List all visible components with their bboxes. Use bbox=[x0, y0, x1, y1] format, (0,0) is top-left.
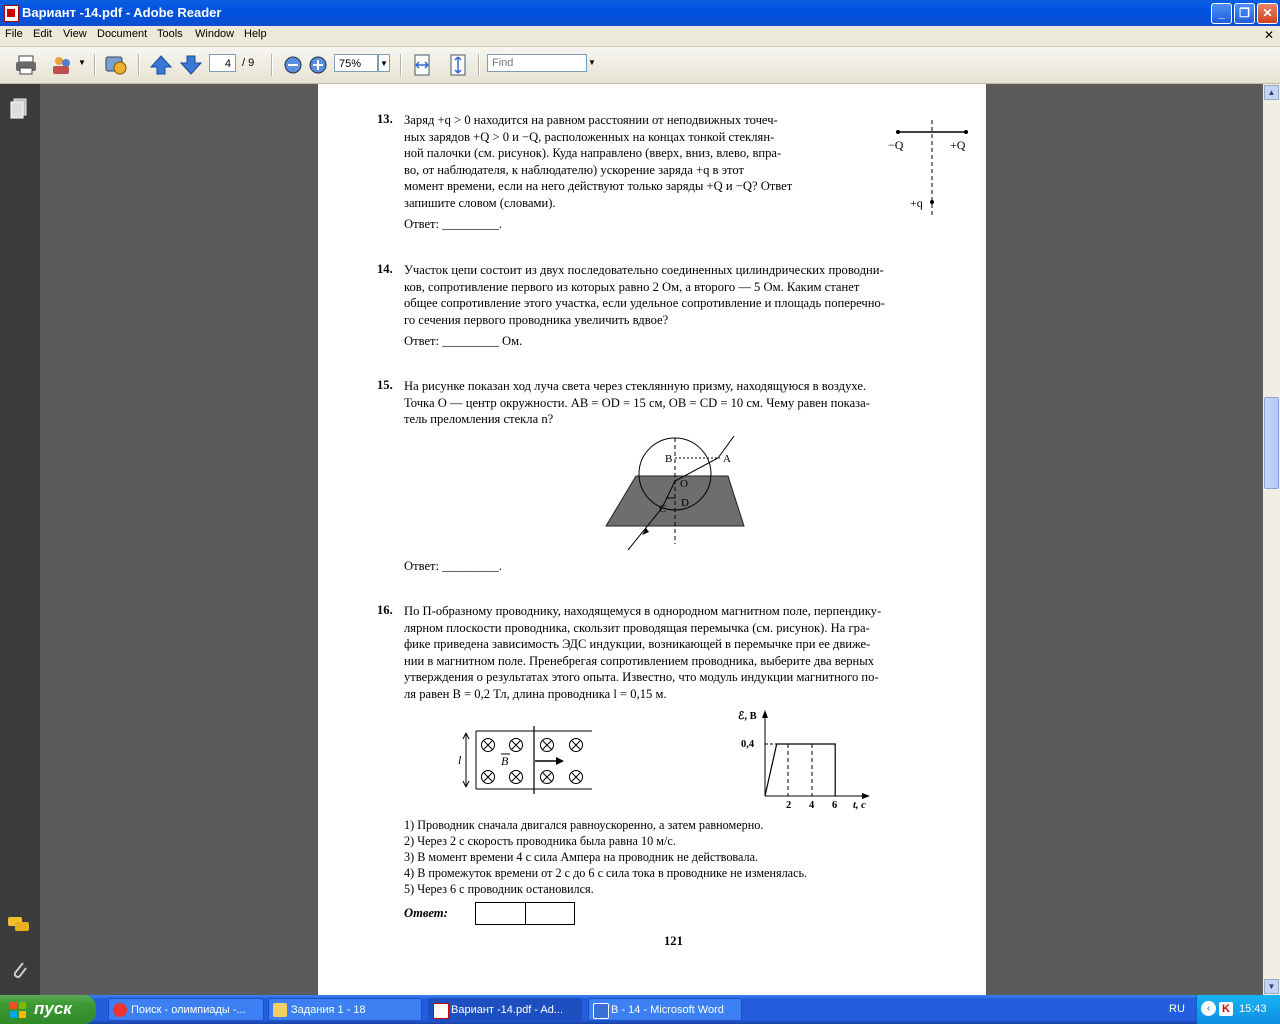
field-cross-mark bbox=[543, 773, 552, 782]
question-16-number: 16. bbox=[377, 603, 393, 617]
taskbar-item-folder[interactable] bbox=[268, 998, 422, 1021]
clock: 15:43 bbox=[1239, 1003, 1267, 1015]
pdf-icon bbox=[433, 1003, 449, 1019]
option-3: 3) В момент времени 4 с сила Ампера на проводник не действовала. bbox=[404, 850, 759, 864]
text-line: По П-образному проводнику, находящемуся в однородном магнитном поле, перпендику- bbox=[404, 604, 882, 618]
pdf-page bbox=[318, 84, 986, 995]
task-label: Задания 1 - 18 bbox=[291, 1004, 366, 1016]
text-line: момент времени, если на него действуют только заряды +Q и −Q? Ответ bbox=[404, 179, 793, 194]
question-15-number: 15. bbox=[377, 378, 393, 392]
question-13-text bbox=[404, 112, 872, 212]
text-line: ля равен B = 0,2 Тл, длина проводника l = 0,15 м. bbox=[404, 686, 667, 701]
question-14-text bbox=[404, 262, 974, 328]
chart-y-tick: 0,4 bbox=[741, 739, 755, 750]
figure-label: −Q bbox=[888, 138, 904, 152]
adobe-reader-icon bbox=[4, 5, 19, 22]
taskbar-item-adobe-reader[interactable] bbox=[428, 998, 582, 1021]
attachments-icon[interactable] bbox=[9, 957, 29, 981]
field-cross-mark bbox=[512, 773, 521, 782]
text-line: лярном плоскости проводника, скользит проводящая перемычка (см. рисунок). На гра- bbox=[404, 620, 870, 635]
text-line: Точка O — центр окружности. AB = OD = 15 см, OB = CD = 10 см. Чему равен показа- bbox=[404, 395, 870, 410]
title-bar bbox=[0, 0, 1280, 26]
folder-icon bbox=[273, 1003, 287, 1017]
fit-width-icon[interactable] bbox=[410, 53, 434, 77]
option-2: 2) Через 2 с скорость проводника была равна 10 м/с. bbox=[404, 834, 676, 848]
maximize-button[interactable]: ❐ bbox=[1234, 3, 1255, 24]
taskbar-item-browser[interactable] bbox=[108, 998, 264, 1021]
menu-file[interactable]: File bbox=[5, 28, 23, 40]
emf-series-line bbox=[765, 744, 835, 796]
zoom-level-input[interactable]: 75% bbox=[334, 54, 378, 72]
print-icon[interactable] bbox=[14, 53, 38, 77]
window-title: Вариант -14.pdf - Adobe Reader bbox=[22, 5, 222, 20]
toolbar bbox=[0, 47, 1280, 84]
text-line: Участок цепи состоит из двух последовательно соединенных цилиндрических проводни- bbox=[404, 263, 884, 277]
chart-x-tick: 4 bbox=[809, 800, 815, 811]
question-15-answer: Ответ: _________. bbox=[404, 559, 503, 573]
chart-xlabel: t, с bbox=[853, 800, 866, 811]
answer-box bbox=[475, 902, 575, 925]
text-line: фике приведена зависимость ЭДС индукции, возникающей в перемычке при ее движе- bbox=[404, 637, 871, 652]
scroll-down-icon[interactable]: ▼ bbox=[1264, 979, 1279, 994]
length-label: l bbox=[458, 753, 462, 767]
minimize-button[interactable]: _ bbox=[1211, 3, 1232, 24]
system-tray bbox=[1196, 995, 1280, 1024]
start-label: пуск bbox=[34, 999, 72, 1018]
point-b-label: B bbox=[665, 453, 673, 465]
zoom-in-icon[interactable] bbox=[306, 53, 330, 77]
text-line: запишите словом (словами). bbox=[404, 195, 556, 210]
find-dropdown-icon[interactable]: ▼ bbox=[588, 58, 596, 67]
menu-view[interactable]: View bbox=[63, 28, 87, 40]
language-indicator[interactable]: RU bbox=[1169, 1003, 1185, 1015]
answer-box-divider bbox=[525, 903, 526, 924]
scroll-up-icon[interactable]: ▲ bbox=[1264, 85, 1279, 100]
field-cross-mark bbox=[484, 773, 493, 782]
field-cross-mark bbox=[572, 773, 581, 782]
chart-x-tick: 2 bbox=[786, 800, 792, 811]
text-line: ков, сопротивление первого из которых равно 2 Ом, а второго — 5 Ом. Каким станет bbox=[404, 279, 860, 294]
question-13-answer: Ответ: _________. bbox=[404, 217, 503, 231]
yandex-icon bbox=[113, 1003, 127, 1017]
menu-document[interactable]: Document bbox=[97, 28, 148, 40]
previous-page-icon[interactable] bbox=[149, 53, 173, 77]
scroll-thumb[interactable] bbox=[1264, 397, 1279, 489]
field-cross-mark bbox=[512, 741, 521, 750]
text-line: тель преломления стекла n? bbox=[404, 412, 554, 427]
point-o-label: O bbox=[680, 478, 688, 490]
pages-icon[interactable] bbox=[9, 98, 29, 120]
fit-page-icon[interactable] bbox=[446, 53, 470, 77]
toolbar-separator bbox=[478, 54, 480, 76]
word-icon bbox=[593, 1003, 609, 1019]
antivirus-icon[interactable]: K bbox=[1219, 1002, 1233, 1016]
zoom-out-icon[interactable] bbox=[281, 53, 305, 77]
option-1: 1) Проводник сначала двигался равноускоренно, а затем равномерно. bbox=[404, 818, 764, 832]
menu-edit[interactable]: Edit bbox=[33, 28, 52, 40]
option-5: 5) Через 6 с проводник остановился. bbox=[404, 882, 594, 896]
vertical-scrollbar[interactable] bbox=[1263, 84, 1280, 995]
navigation-panel bbox=[0, 84, 40, 995]
task-label: Вариант -14.pdf - Ad... bbox=[451, 1004, 564, 1016]
point-a-label: A bbox=[723, 453, 731, 465]
page-total: / 9 bbox=[242, 57, 255, 69]
point-d-label: D bbox=[681, 497, 689, 509]
menu-close-icon[interactable]: ✕ bbox=[1263, 28, 1274, 42]
question-16-text bbox=[404, 603, 974, 703]
collaborate-icon[interactable] bbox=[50, 53, 74, 77]
figure-label: +q bbox=[910, 196, 923, 210]
point-c-label: C bbox=[659, 503, 667, 515]
field-cross-mark bbox=[484, 741, 493, 750]
comments-icon[interactable] bbox=[7, 915, 31, 935]
text-line: На рисунке показан ход луча света через стеклянную призму, находящуюся в воздухе. bbox=[404, 379, 867, 393]
toolbar-separator bbox=[138, 54, 140, 76]
menu-bar bbox=[0, 26, 1280, 47]
question-15-prism-figure bbox=[602, 436, 748, 554]
chart-ylabel: ℰ, В bbox=[738, 711, 757, 722]
zoom-dropdown-icon[interactable]: ▼ bbox=[378, 54, 390, 72]
page-number-input[interactable]: 4 bbox=[209, 54, 236, 72]
chart-x-tick: 6 bbox=[832, 800, 838, 811]
question-14-answer: Ответ: _________ Ом. bbox=[404, 334, 523, 348]
figure-label: +Q bbox=[950, 138, 966, 152]
task-label: Поиск - олимпиады -... bbox=[131, 1004, 246, 1016]
question-16-answer-label: Ответ: bbox=[404, 906, 448, 920]
taskbar-item-word[interactable] bbox=[588, 998, 742, 1021]
question-14-number: 14. bbox=[377, 262, 393, 276]
question-15-text bbox=[404, 378, 974, 428]
text-line: Заряд +q > 0 находится на равном расстоянии от неподвижных точеч- bbox=[404, 113, 778, 127]
close-button[interactable]: ✕ bbox=[1257, 3, 1278, 24]
toolbar-separator bbox=[94, 54, 96, 76]
field-cross-mark bbox=[572, 741, 581, 750]
text-line: ной палочки (см. рисунок). Куда направлено (вверх, вниз, влево, впра- bbox=[404, 146, 782, 161]
text-line: общее сопротивление этого участка, если удельное сопротивление и площадь поперечно- bbox=[404, 296, 885, 311]
text-line: го сечения первого проводника увеличить вдвое? bbox=[404, 312, 669, 327]
question-16-conductor-figure bbox=[454, 724, 596, 796]
text-line: утверждения о результатах этого опыта. Известно, что модуль индукции магнитного по- bbox=[404, 670, 879, 685]
field-b-label: B bbox=[501, 754, 509, 768]
toolbar-separator bbox=[400, 54, 402, 76]
menu-tools[interactable]: Tools bbox=[157, 28, 183, 40]
tray-expand-icon[interactable]: ‹ bbox=[1201, 1001, 1216, 1016]
menu-window[interactable]: Window bbox=[195, 28, 235, 40]
toolbar-separator bbox=[271, 54, 273, 76]
question-16-options bbox=[404, 817, 807, 897]
next-page-icon[interactable] bbox=[179, 53, 203, 77]
collaborate-dropdown-icon[interactable]: ▼ bbox=[78, 58, 86, 67]
option-4: 4) В промежуток времени от 2 с до 6 с сила тока в проводнике не изменялась. bbox=[404, 866, 808, 880]
emf-chart bbox=[738, 706, 874, 812]
taskbar bbox=[0, 995, 1280, 1024]
question-13-figure bbox=[886, 118, 976, 218]
field-cross-mark bbox=[543, 741, 552, 750]
text-line: ных зарядов +Q > 0 и −Q, расположенных на концах тонкой стеклян- bbox=[404, 129, 775, 144]
question-13-number: 13. bbox=[377, 112, 393, 126]
start-button[interactable] bbox=[0, 995, 96, 1024]
text-line: нии в магнитном поле. Пренебрегая сопротивлением проводника, выберите два верных bbox=[404, 653, 875, 668]
find-input[interactable] bbox=[487, 54, 587, 72]
menu-help[interactable]: Help bbox=[244, 28, 267, 40]
page-number: 121 bbox=[664, 934, 683, 948]
tools-icon[interactable] bbox=[104, 53, 128, 77]
task-label: В - 14 - Microsoft Word bbox=[611, 1004, 724, 1016]
text-line: во, от наблюдателя, к наблюдателю) ускорение заряда +q в этот bbox=[404, 162, 744, 177]
windows-logo-icon bbox=[9, 1001, 27, 1019]
